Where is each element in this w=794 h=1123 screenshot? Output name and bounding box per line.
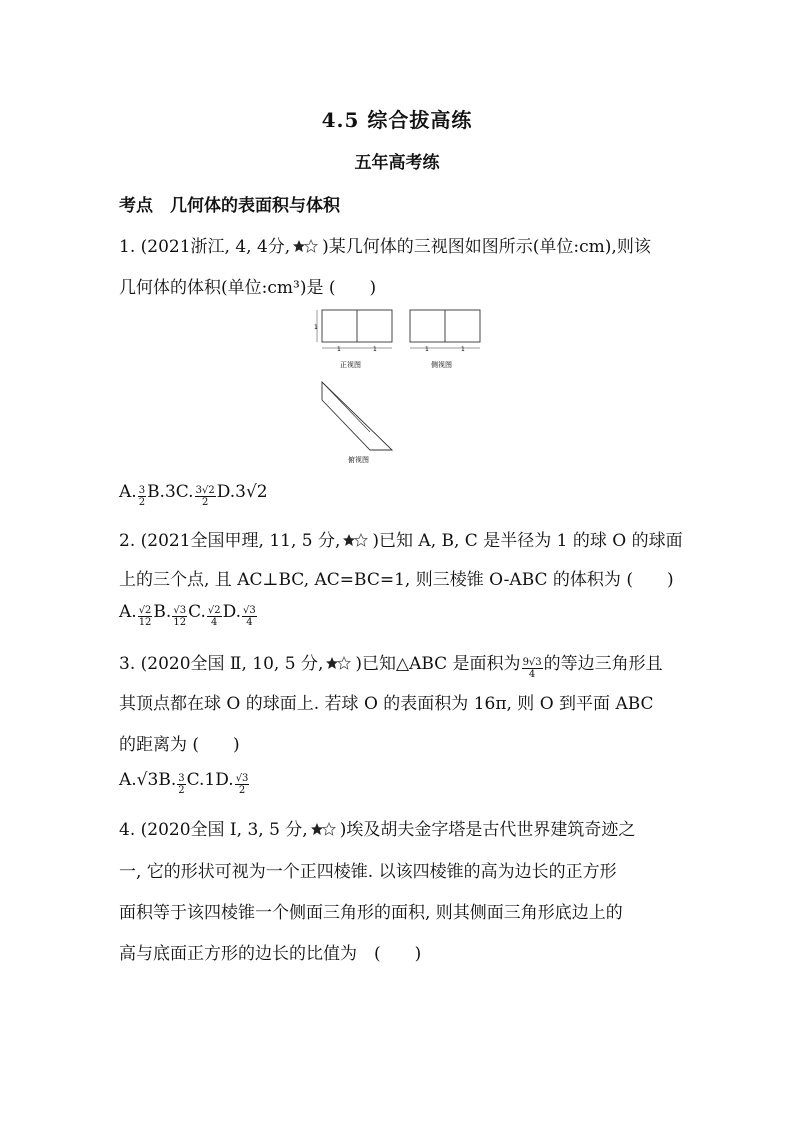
choice-c-fraction bbox=[195, 485, 216, 508]
choice-a-label: A. bbox=[119, 602, 137, 622]
q3-line1 bbox=[119, 649, 663, 680]
section-heading: 考点 几何体的表面积与体积 bbox=[119, 196, 340, 216]
q4-line1 bbox=[119, 815, 635, 840]
area-fraction bbox=[522, 657, 543, 680]
denominator: 2 bbox=[201, 497, 209, 508]
q2-choices bbox=[119, 602, 258, 628]
choice-c: C.1 bbox=[186, 770, 216, 790]
denominator: 2 bbox=[238, 785, 246, 796]
choice-c-fraction bbox=[207, 605, 222, 628]
choice-d-fraction bbox=[235, 773, 250, 796]
q1-stem-start: )某几何体的三视图如图所示(单位:cm),则该 bbox=[322, 237, 651, 257]
q3-source: 3. (2020全国 Ⅱ, 10, 5 分, bbox=[119, 654, 324, 674]
choice-d-label: D. bbox=[222, 602, 242, 622]
choice-a-fraction bbox=[138, 485, 146, 508]
difficulty-star-icon bbox=[292, 239, 320, 253]
choice-b-fraction bbox=[177, 773, 185, 796]
dim-label: 1 bbox=[337, 346, 341, 353]
q1-source: 1. (2021浙江, 4, 4分, bbox=[119, 237, 291, 257]
front-view-label: 正视图 bbox=[340, 361, 361, 369]
numerator: √2 bbox=[138, 605, 152, 616]
choice-a: A.√3 bbox=[119, 770, 159, 790]
choice-b-fraction bbox=[172, 605, 187, 628]
difficulty-star-icon bbox=[325, 656, 353, 670]
denominator: 2 bbox=[178, 785, 185, 796]
side-view-label: 侧视图 bbox=[431, 361, 452, 369]
denominator: 4 bbox=[211, 617, 218, 628]
q1-line2: 几何体的体积(单位:cm³)是 ( ) bbox=[119, 278, 377, 298]
q2-stem-start: )已知 A, B, C 是半径为 1 的球 O 的球面 bbox=[372, 531, 683, 551]
choice-b-label: B. bbox=[158, 770, 177, 790]
dim-label: 1 bbox=[314, 324, 318, 331]
choice-c-label: C. bbox=[188, 602, 206, 622]
q2-line2: 上的三个点, 且 AC⊥BC, AC=BC=1, 则三棱锥 O-ABC 的体积为 ( ) bbox=[119, 570, 674, 590]
q3-stem-start: )已知△ABC 是面积为 bbox=[355, 654, 521, 674]
numerator: √3 bbox=[173, 605, 187, 616]
q4-line3: 面积等于该四棱锥一个侧面三角形的面积, 则其侧面三角形底边上的 bbox=[119, 903, 623, 923]
numerator: √2 bbox=[207, 605, 221, 616]
numerator: √3 bbox=[243, 605, 256, 616]
numerator: 3 bbox=[138, 485, 146, 496]
q2-source: 2. (2021全国甲理, 11, 5 分, bbox=[119, 531, 341, 551]
choice-b: B.3 bbox=[147, 482, 176, 502]
q4-line2: 一, 它的形状可视为一个正四棱锥. 以该四棱锥的高为边长的正方形 bbox=[119, 862, 617, 882]
denominator: 4 bbox=[528, 669, 536, 680]
q4-source: 4. (2020全国 Ⅰ, 3, 5 分, bbox=[119, 820, 308, 840]
q3-stem-end: 的等边三角形且 bbox=[543, 654, 663, 674]
top-view-label: 俯视图 bbox=[348, 456, 369, 464]
q3-line3: 的距离为 ( ) bbox=[119, 735, 240, 755]
dim-label: 1 bbox=[461, 346, 465, 353]
denominator: 12 bbox=[173, 617, 187, 628]
difficulty-star-icon bbox=[342, 533, 370, 547]
numerator: 3√2 bbox=[195, 485, 215, 496]
numerator: √3 bbox=[235, 773, 249, 784]
q2-line1 bbox=[119, 526, 683, 551]
denominator: 2 bbox=[138, 497, 146, 508]
q3-line2: 其顶点都在球 O 的球面上. 若球 O 的表面积为 16π, 则 O 到平面 ABC bbox=[119, 694, 654, 714]
numerator: 9√3 bbox=[522, 657, 542, 668]
page-subtitle: 五年高考练 bbox=[354, 153, 440, 173]
q1-line1 bbox=[119, 232, 651, 257]
choice-d-label: D. bbox=[215, 770, 234, 790]
page-title: 4.5 综合拔高练 bbox=[321, 108, 473, 132]
front-view bbox=[314, 310, 392, 369]
denominator: 4 bbox=[246, 617, 253, 628]
side-view bbox=[410, 310, 480, 369]
choice-d: D.3√2 bbox=[216, 482, 268, 502]
choice-b-label: B. bbox=[153, 602, 172, 622]
choice-a-label: A. bbox=[119, 482, 137, 502]
choice-d-fraction bbox=[242, 605, 257, 628]
choice-a-fraction bbox=[138, 605, 153, 628]
q4-stem-start: )埃及胡夫金字塔是古代世界建筑奇迹之 bbox=[339, 820, 636, 840]
dim-label: 1 bbox=[425, 346, 429, 353]
dim-label: 1 bbox=[373, 346, 377, 353]
q3-choices bbox=[119, 770, 250, 796]
numerator: 3 bbox=[178, 773, 185, 784]
choice-c-label: C. bbox=[175, 482, 194, 502]
q1-choices bbox=[119, 482, 268, 508]
difficulty-star-icon bbox=[310, 822, 338, 836]
q4-line4: 高与底面正方形的边长的比值为 ( ) bbox=[119, 944, 422, 964]
top-view bbox=[322, 382, 392, 464]
three-view-figure bbox=[300, 300, 500, 470]
denominator: 12 bbox=[138, 617, 152, 628]
